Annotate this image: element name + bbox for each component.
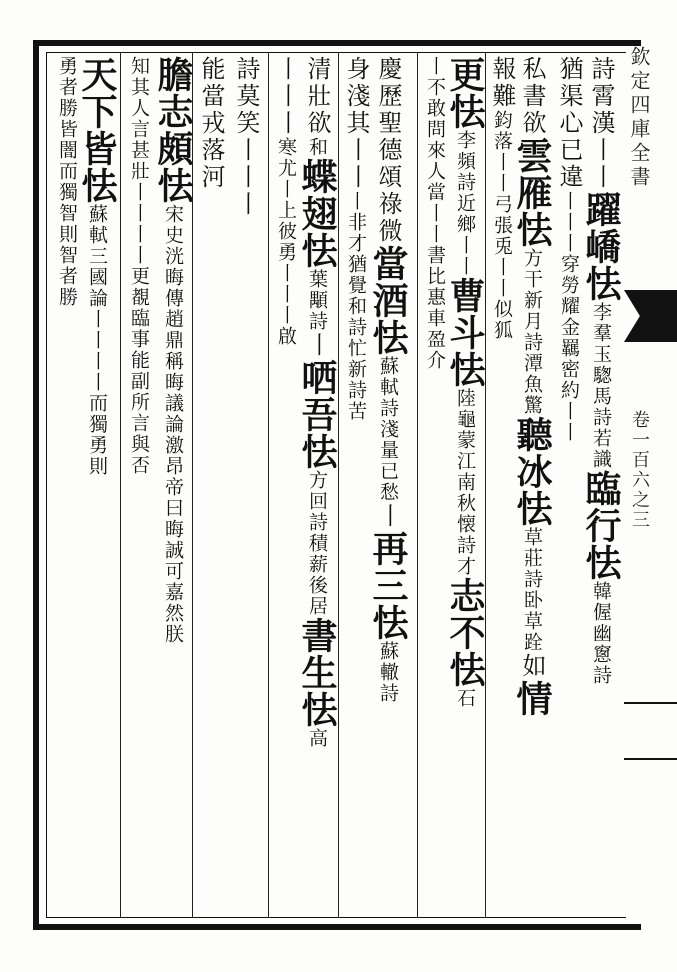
text-segment: 私書欲 — [518, 56, 546, 137]
headword: 書生怯 — [296, 617, 338, 728]
text-segment: 和 — [306, 137, 328, 158]
text-segment: 李羣玉騘馬詩若識 — [590, 302, 612, 470]
headword: 情 — [511, 680, 553, 717]
text-segment: 兎丨丨似狐 — [491, 236, 513, 341]
volume-label: 卷一百六之三 — [629, 410, 650, 530]
text-column-3 — [511, 56, 553, 717]
text-segment: 介 — [424, 350, 446, 371]
column-divider — [417, 52, 418, 918]
text-segment: 丨丨丨穿勞耀金羈 — [558, 191, 580, 359]
text-segment: 丨 — [303, 332, 331, 359]
headword: 再三怯 — [367, 530, 409, 641]
text-column-10 — [271, 56, 301, 347]
text-segment: 如 — [518, 653, 546, 680]
text-column-6 — [420, 56, 450, 371]
text-column-2 — [554, 56, 584, 443]
text-column-12 — [196, 56, 226, 191]
text-column-9 — [296, 56, 338, 749]
text-segment: 寒尤丨 — [275, 137, 297, 200]
headword: 臨行怯 — [580, 470, 622, 581]
text-segment: 蘇軾詩淺量已愁 — [377, 356, 399, 503]
text-column-15 — [76, 56, 118, 477]
text-segment: 上彼勇丨丨丨 — [275, 200, 297, 326]
headword: 當酒怯 — [367, 245, 409, 356]
text-segment: 方回詩積薪後居 — [306, 470, 328, 617]
text-segment: 陸龜蒙江南秋懐詩才 — [454, 388, 476, 577]
text-segment: 知其人言甚壯丨丨丨丨更覩臨事能副所言與否 — [128, 56, 150, 476]
margin-box-mark — [624, 702, 677, 760]
text-column-5 — [444, 56, 486, 709]
text-column-1 — [580, 56, 622, 686]
text-segment: 丨丨丨 — [272, 56, 300, 137]
headword: 哂吾怯 — [296, 359, 338, 470]
text-segment: 蘇轍詩 — [377, 641, 399, 704]
text-column-14 — [124, 56, 154, 476]
headword: 更怯 — [444, 56, 486, 130]
text-segment: 方干新月詩潭魚驚 — [521, 248, 543, 416]
column-divider — [120, 52, 121, 918]
text-segment: 猶渠心已違 — [555, 56, 583, 191]
text-segment: 宋史洸晦傳趙鼎稱晦議論激昂帝曰晦誠可嘉然朕 — [162, 204, 184, 645]
text-segment: 清壯欲 — [303, 56, 331, 137]
headword: 蝶翅怯 — [296, 158, 338, 269]
text-column-13 — [152, 56, 194, 645]
headword: 聽冰怯 — [511, 416, 553, 527]
text-segment: 慶歷聖德頌 — [374, 56, 402, 191]
text-segment: 當丨丨書比惠車盈 — [424, 182, 446, 350]
text-segment: 啟 — [275, 326, 297, 347]
column-divider — [268, 52, 269, 918]
text-segment: 報難 — [488, 56, 516, 110]
text-segment: 石 — [454, 688, 476, 709]
headword: 志不怯 — [444, 577, 486, 688]
text-segment: 身淺其丨丨 — [342, 56, 370, 191]
text-segment: 草莊詩卧草跧 — [521, 527, 543, 653]
headword: 雲雁怯 — [511, 137, 553, 248]
text-segment: 能當戎落河 — [197, 56, 225, 191]
headword: 躍嶠怯 — [580, 191, 622, 302]
text-segment: 李頻詩近鄉丨丨 — [454, 130, 476, 277]
text-segment: 丨丨 — [587, 137, 615, 191]
text-segment: 鈞落丨丨弓張 — [491, 110, 513, 236]
headword: 曹斗怯 — [444, 277, 486, 388]
text-segment: 新詩苦 — [345, 359, 367, 422]
text-segment: 丨非才猶覺和詩忙 — [345, 191, 367, 359]
text-segment: 韓偓幽窻詩 — [590, 581, 612, 686]
text-segment: 祿微 — [374, 191, 402, 245]
text-segment: 密約丨丨 — [558, 359, 580, 443]
text-segment: 高 — [306, 728, 328, 749]
text-column-8 — [341, 56, 371, 422]
text-segment: 丨 — [374, 503, 402, 530]
headword: 天下皆怯 — [76, 56, 118, 204]
headword: 膽志頗怯 — [152, 56, 194, 204]
text-segment: 蘇軾三國論丨丨丨丨而獨勇則 — [86, 204, 108, 477]
text-column-11 — [231, 56, 261, 218]
text-column-16 — [52, 56, 82, 308]
text-column-4 — [487, 56, 517, 341]
text-segment: 詩霄漢 — [587, 56, 615, 137]
text-segment: 勇者勝皆闇而獨智則智者勝 — [56, 56, 78, 308]
text-segment: 詩莫笑丨丨丨 — [232, 56, 260, 218]
column-divider — [338, 52, 339, 918]
text-segment: 丨不敢問來人 — [424, 56, 446, 182]
text-column-7 — [367, 56, 409, 704]
book-title: 欽定四庫全書 — [627, 46, 651, 190]
column-divider — [485, 52, 486, 918]
text-segment: 葉顒詩 — [306, 269, 328, 332]
